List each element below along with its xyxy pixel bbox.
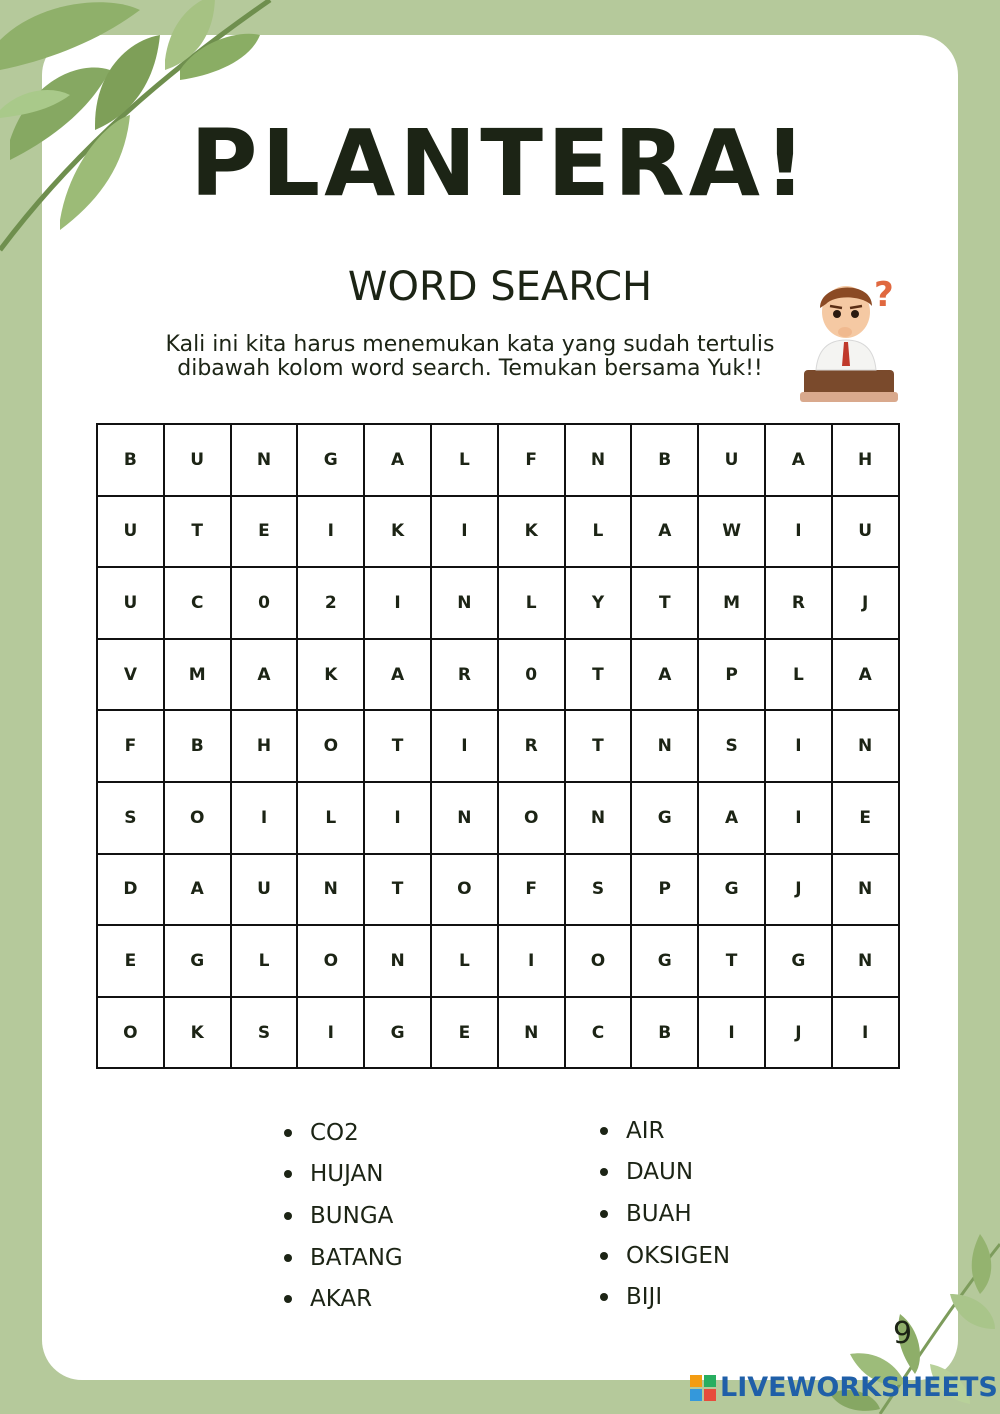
- grid-cell[interactable]: I: [365, 568, 432, 640]
- bullet-icon: [600, 1127, 608, 1135]
- word-list-item: [284, 1112, 403, 1154]
- grid-cell[interactable]: K: [298, 640, 365, 712]
- word-list-item: [600, 1110, 730, 1152]
- grid-cell[interactable]: N: [833, 855, 900, 927]
- grid-cell[interactable]: J: [766, 855, 833, 927]
- grid-cell[interactable]: U: [98, 497, 165, 569]
- grid-cell[interactable]: S: [699, 711, 766, 783]
- grid-cell[interactable]: L: [566, 497, 633, 569]
- grid-cell[interactable]: T: [632, 568, 699, 640]
- grid-cell[interactable]: N: [566, 425, 633, 497]
- grid-cell[interactable]: 2: [298, 568, 365, 640]
- grid-cell[interactable]: M: [165, 640, 232, 712]
- word-search-grid: [96, 423, 900, 1069]
- grid-cell[interactable]: R: [766, 568, 833, 640]
- grid-cell[interactable]: L: [432, 425, 499, 497]
- grid-cell[interactable]: N: [566, 783, 633, 855]
- grid-cell[interactable]: H: [232, 711, 299, 783]
- grid-cell[interactable]: O: [298, 926, 365, 998]
- grid-cell[interactable]: I: [499, 926, 566, 998]
- grid-cell[interactable]: L: [499, 568, 566, 640]
- bullet-icon: [284, 1254, 292, 1262]
- word-list-right: [600, 1110, 730, 1318]
- grid-cell[interactable]: R: [432, 640, 499, 712]
- grid-cell[interactable]: G: [632, 926, 699, 998]
- grid-cell[interactable]: L: [298, 783, 365, 855]
- grid-cell[interactable]: A: [365, 640, 432, 712]
- grid-cell[interactable]: N: [432, 568, 499, 640]
- grid-cell[interactable]: 0: [499, 640, 566, 712]
- word-label: OKSIGEN: [626, 1242, 731, 1269]
- grid-cell[interactable]: C: [566, 998, 633, 1070]
- word-label: CO2: [310, 1119, 359, 1146]
- grid-cell[interactable]: N: [833, 711, 900, 783]
- grid-cell[interactable]: I: [766, 497, 833, 569]
- grid-cell[interactable]: B: [632, 998, 699, 1070]
- grid-cell[interactable]: O: [98, 998, 165, 1070]
- grid-cell[interactable]: O: [298, 711, 365, 783]
- grid-cell[interactable]: I: [833, 998, 900, 1070]
- grid-cell[interactable]: P: [632, 855, 699, 927]
- grid-cell[interactable]: O: [499, 783, 566, 855]
- grid-cell[interactable]: T: [365, 711, 432, 783]
- grid-cell[interactable]: B: [98, 425, 165, 497]
- word-list-item: [284, 1154, 403, 1196]
- grid-cell[interactable]: P: [699, 640, 766, 712]
- word-label: BATANG: [310, 1244, 403, 1271]
- grid-cell[interactable]: G: [365, 998, 432, 1070]
- grid-cell[interactable]: A: [766, 425, 833, 497]
- word-list-left: [284, 1112, 403, 1320]
- grid-cell[interactable]: A: [632, 497, 699, 569]
- word-label: AIR: [626, 1117, 665, 1144]
- bullet-icon: [600, 1293, 608, 1301]
- bullet-icon: [284, 1295, 292, 1303]
- word-list-item: [284, 1195, 403, 1237]
- grid-cell[interactable]: U: [699, 425, 766, 497]
- word-list-item: [600, 1193, 730, 1235]
- grid-cell[interactable]: T: [165, 497, 232, 569]
- grid-cell[interactable]: Y: [566, 568, 633, 640]
- grid-cell[interactable]: K: [165, 998, 232, 1070]
- grid-cell[interactable]: U: [98, 568, 165, 640]
- grid-cell[interactable]: U: [165, 425, 232, 497]
- grid-cell[interactable]: W: [699, 497, 766, 569]
- bullet-icon: [284, 1129, 292, 1137]
- grid-cell[interactable]: I: [232, 783, 299, 855]
- grid-cell[interactable]: T: [566, 711, 633, 783]
- grid-cell[interactable]: I: [432, 711, 499, 783]
- word-label: HUJAN: [310, 1161, 384, 1188]
- grid-cell[interactable]: G: [298, 425, 365, 497]
- brand-name: LIVEWORKSHEETS: [720, 1372, 998, 1403]
- grid-cell[interactable]: A: [232, 640, 299, 712]
- word-list-item: [600, 1235, 730, 1277]
- grid-cell[interactable]: S: [98, 783, 165, 855]
- grid-cell[interactable]: N: [365, 926, 432, 998]
- grid-cell[interactable]: D: [98, 855, 165, 927]
- grid-cell[interactable]: U: [232, 855, 299, 927]
- grid-cell[interactable]: E: [833, 783, 900, 855]
- grid-cell[interactable]: A: [632, 640, 699, 712]
- grid-cell[interactable]: B: [632, 425, 699, 497]
- grid-cell[interactable]: R: [499, 711, 566, 783]
- grid-cell[interactable]: V: [98, 640, 165, 712]
- instructions-line-2: dibawah kolom word search. Temukan bersama Yuk!!: [177, 356, 763, 381]
- word-label: DAUN: [626, 1159, 694, 1186]
- grid-cell[interactable]: M: [699, 568, 766, 640]
- grid-cell[interactable]: T: [699, 926, 766, 998]
- grid-cell[interactable]: G: [632, 783, 699, 855]
- grid-cell[interactable]: F: [98, 711, 165, 783]
- grid-cell[interactable]: O: [432, 855, 499, 927]
- grid-cell[interactable]: J: [833, 568, 900, 640]
- word-list-item: [600, 1152, 730, 1194]
- grid-cell[interactable]: U: [833, 497, 900, 569]
- word-list-item: [284, 1237, 403, 1279]
- grid-cell[interactable]: T: [365, 855, 432, 927]
- grid-cell[interactable]: N: [298, 855, 365, 927]
- grid-cell[interactable]: A: [165, 855, 232, 927]
- grid-cell[interactable]: L: [432, 926, 499, 998]
- grid-cell[interactable]: I: [699, 998, 766, 1070]
- grid-cell[interactable]: B: [165, 711, 232, 783]
- grid-cell[interactable]: E: [232, 497, 299, 569]
- instructions-line-1: Kali ini kita harus menemukan kata yang sudah tertulis: [165, 332, 775, 357]
- word-list-item: [284, 1278, 403, 1320]
- page-subtitle: WORD SEARCH: [347, 264, 653, 310]
- word-label: BUNGA: [310, 1202, 394, 1229]
- grid-cell[interactable]: L: [766, 640, 833, 712]
- grid-cell[interactable]: S: [566, 855, 633, 927]
- grid-cell[interactable]: I: [766, 711, 833, 783]
- grid-cell[interactable]: E: [98, 926, 165, 998]
- grid-cell[interactable]: G: [766, 926, 833, 998]
- instructions: [80, 333, 860, 381]
- bullet-icon: [600, 1252, 608, 1260]
- thinking-student-illustration: [796, 268, 906, 408]
- grid-cell[interactable]: H: [833, 425, 900, 497]
- bullet-icon: [600, 1210, 608, 1218]
- grid-cell[interactable]: K: [365, 497, 432, 569]
- page-title: PLANTERA!: [190, 110, 810, 217]
- grid-cell[interactable]: O: [165, 783, 232, 855]
- grid-cell[interactable]: J: [766, 998, 833, 1070]
- grid-cell[interactable]: F: [499, 425, 566, 497]
- grid-cell[interactable]: I: [365, 783, 432, 855]
- grid-cell[interactable]: N: [232, 425, 299, 497]
- grid-cell[interactable]: F: [499, 855, 566, 927]
- grid-cell[interactable]: A: [833, 640, 900, 712]
- grid-cell[interactable]: N: [833, 926, 900, 998]
- grid-cell[interactable]: I: [432, 497, 499, 569]
- grid-cell[interactable]: 0: [232, 568, 299, 640]
- word-label: BUAH: [626, 1200, 692, 1227]
- word-label: BIJI: [626, 1284, 663, 1311]
- bullet-icon: [284, 1212, 292, 1220]
- grid-cell[interactable]: I: [298, 998, 365, 1070]
- grid-cell[interactable]: N: [632, 711, 699, 783]
- grid-cell[interactable]: O: [566, 926, 633, 998]
- grid-cell[interactable]: A: [365, 425, 432, 497]
- grid-cell[interactable]: C: [165, 568, 232, 640]
- grid-cell[interactable]: I: [298, 497, 365, 569]
- grid-cell[interactable]: S: [232, 998, 299, 1070]
- liveworksheets-brand[interactable]: [690, 1372, 998, 1403]
- page-number: 9: [893, 1316, 913, 1351]
- grid-cell[interactable]: N: [499, 998, 566, 1070]
- grid-cell[interactable]: T: [566, 640, 633, 712]
- liveworksheets-logo-icon: [690, 1375, 716, 1401]
- grid-cell[interactable]: K: [499, 497, 566, 569]
- word-label: AKAR: [310, 1286, 373, 1313]
- word-list-item: [600, 1276, 730, 1318]
- grid-cell[interactable]: A: [699, 783, 766, 855]
- bullet-icon: [600, 1168, 608, 1176]
- bullet-icon: [284, 1170, 292, 1178]
- svg-text:?: ?: [874, 275, 894, 315]
- grid-cell[interactable]: G: [165, 926, 232, 998]
- grid-cell[interactable]: G: [699, 855, 766, 927]
- grid-cell[interactable]: N: [432, 783, 499, 855]
- grid-cell[interactable]: I: [766, 783, 833, 855]
- grid-cell[interactable]: E: [432, 998, 499, 1070]
- grid-cell[interactable]: L: [232, 926, 299, 998]
